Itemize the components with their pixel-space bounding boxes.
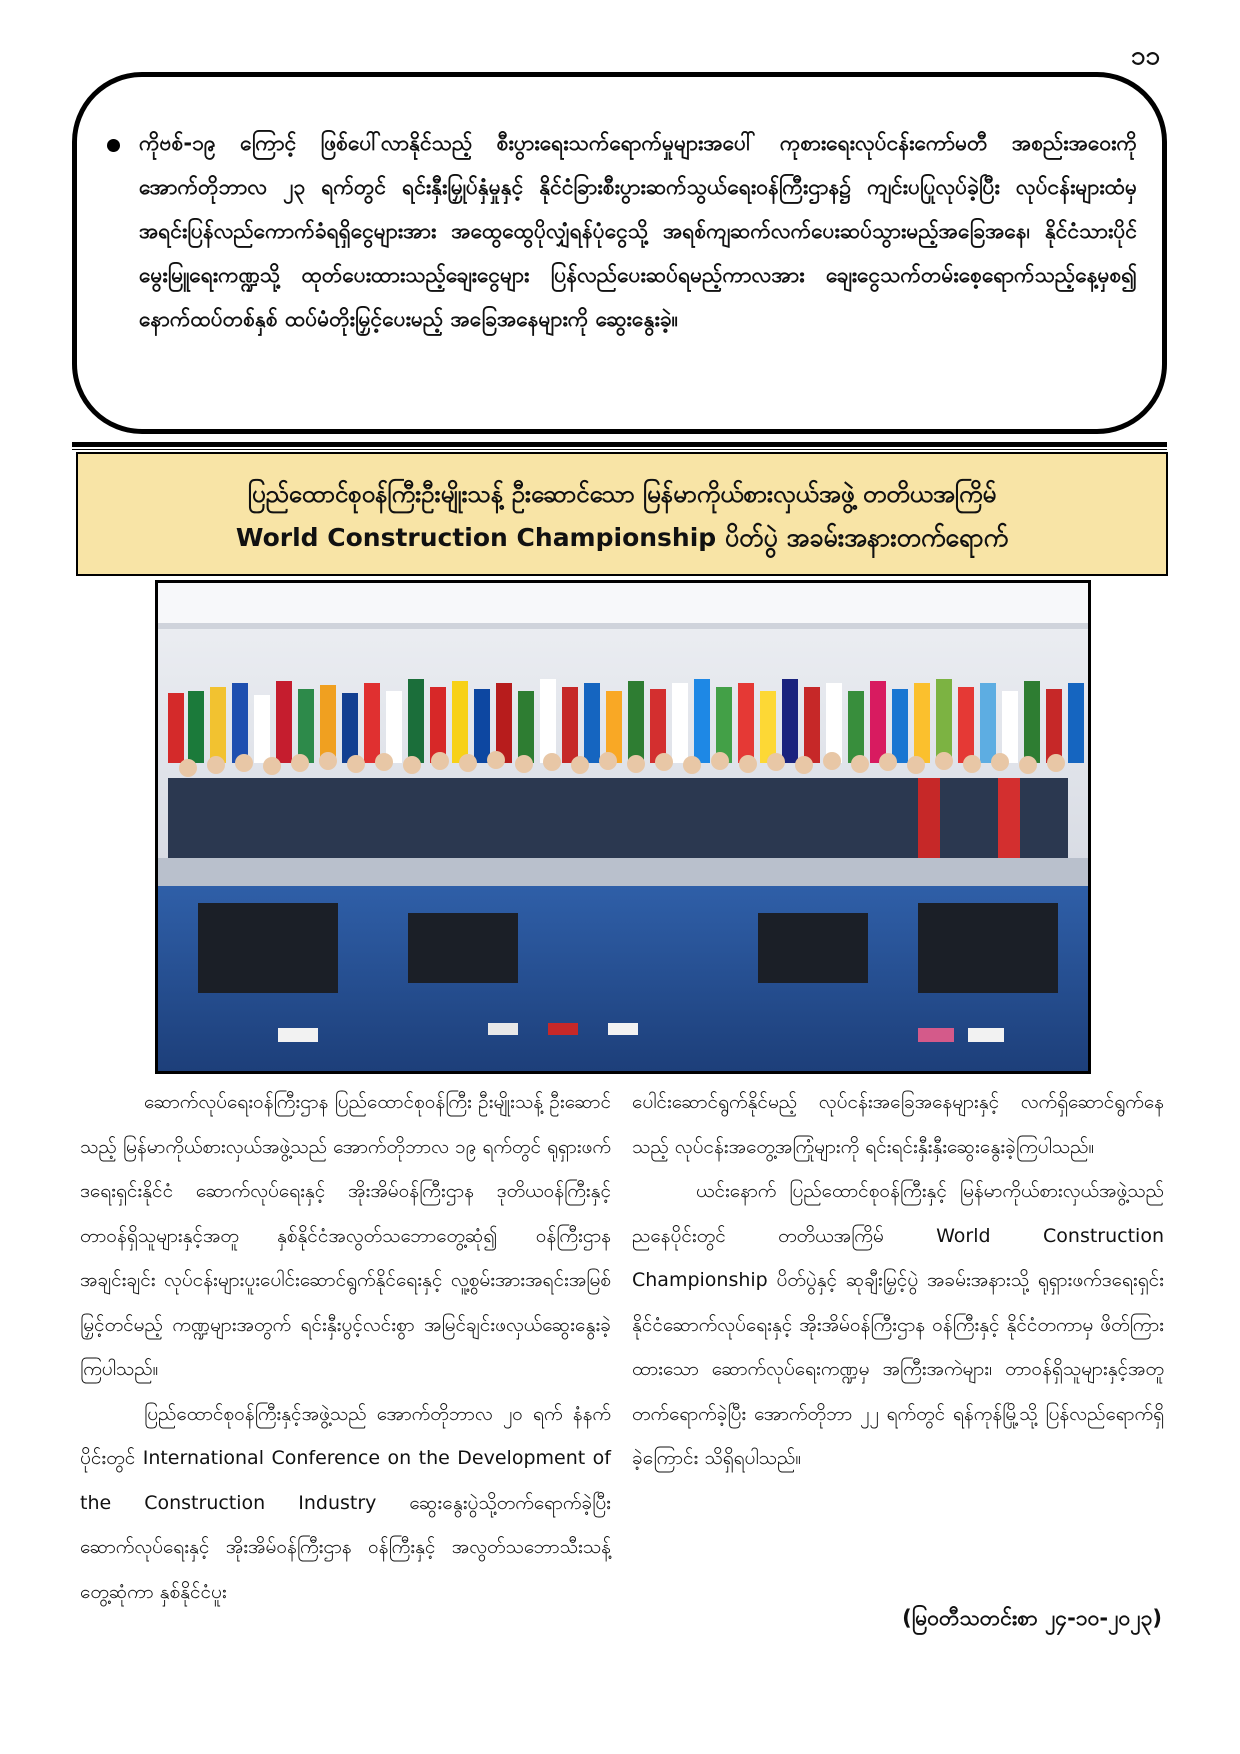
article-paragraph: ပေါင်းဆောင်ရွက်နိုင်မည့် လုပ်ငန်းအခြေအနေများနှင့် လက်ရှိဆောင်ရွက်နေသည့် လုပ်ငန်းအတွေ့အကြုံများကို ရင်းရင်းနှီးနှီးဆွေးနွေးခဲ့ကြပါသည်။ <box>632 1091 1164 1158</box>
section-divider <box>72 442 1167 447</box>
page-number: ၁၁ <box>1130 41 1160 71</box>
headline-line-2: World Construction Championship ပိတ်ပွဲ အခမ်းအနားတက်ရောက် <box>235 523 1009 552</box>
bullet-summary-text: ကိုဗစ်-၁၉ ကြောင့် ဖြစ်ပေါ်လာနိုင်သည့် စီးပွားရေးသက်ရောက်မှုများအပေါ် ကုစားရေးလုပ်ငန်းကော်မတီ အစည်းအဝေးကို အောက်တိုဘာလ ၂၃ ရက်တွင် ရင်းနှီးမြှုပ်နှံမှုနှင့် နိုင်ငံခြားစီးပွားဆက်သွယ်ရေးဝန်ကြီးဌာန၌ ကျင်းပပြုလုပ်ခဲ့ပြီး လုပ်ငန်းများထံမှ အရင်းပြန်လည်ကောက်ခံရရှိငွေများအား အထွေထွေပိုလျှံရန်ပုံငွေသို့ အရစ်ကျဆက်လက်ပေးဆပ်သွားမည့်အခြေအနေ၊ နိုင်ငံသားပိုင်မွေးမြူရေးကဏ္ဍသို့ ထုတ်ပေးထားသည့်ချေးငွေများ ပြန်လည်ပေးဆပ်ရမည့်ကာလအား ချေးငွေသက်တမ်းစေ့ရောက်သည့်နေ့မှစ၍ နောက်ထပ်တစ်နှစ် ထပ်မံတိုးမြှင့်ပေးမည့် အခြေအနေများကို ဆွေးနွေးခဲ့။ <box>139 131 1137 331</box>
bullet-point-icon <box>107 139 120 152</box>
headline-box <box>76 452 1168 576</box>
group-photo <box>155 580 1091 1074</box>
table-edge <box>158 858 1088 886</box>
section-divider-thin <box>72 449 1167 450</box>
article-right-column <box>632 1080 1164 1481</box>
article-paragraph: ပြည်ထောင်စုဝန်ကြီးနှင့်အဖွဲ့သည် အောက်တိုဘာလ ၂၀ ရက် နံနက်ပိုင်းတွင် International Conference on the Development of the Construction Industry ဆွေးနွေးပွဲသို့တက်ရောက်ခဲ့ပြီး ဆောက်လုပ်ရေးနှင့် အိုးအိမ်ဝန်ကြီးဌာန ဝန်ကြီးနှင့် အလွတ်သဘောသီးသန့်တွေ့ဆုံကာ နှစ်နိုင်ငံပူး <box>80 1402 611 1603</box>
ceiling-panels <box>158 583 1088 629</box>
article-paragraph: ဆောက်လုပ်ရေးဝန်ကြီးဌာန ပြည်ထောင်စုဝန်ကြီး ဦးမျိုးသန့် ဦးဆောင်သည့် မြန်မာကိုယ်စားလှယ်အဖွဲ့သည် အောက်တိုဘာလ ၁၉ ရက်တွင် ရုရှားဖက်ဒရေးရှင်းနိုင်ငံ ဆောက်လုပ်ရေးနှင့် အိုးအိမ်ဝန်ကြီးဌာန ဒုတိယဝန်ကြီးနှင့် တာဝန်ရှိသူများနှင့်အတူ နှစ်နိုင်ငံအလွတ်သဘောတွေ့ဆုံ၍ ဝန်ကြီးဌာနအချင်းချင်း လုပ်ငန်းများပူးပေါင်းဆောင်ရွက်နိုင်ရေးနှင့် လူ့စွမ်းအားအရင်းအမြစ်မြှင့်တင်မည့် ကဏ္ဍများအတွက် ရင်းနှီးပွင့်လင်းစွာ အမြင်ချင်းဖလှယ်ဆွေးနွေးခဲ့ကြပါသည်။ <box>80 1091 611 1380</box>
article-paragraph: ယင်းနောက် ပြည်ထောင်စုဝန်ကြီးနှင့် မြန်မာကိုယ်စားလှယ်အဖွဲ့သည် ညနေပိုင်းတွင် တတိယအကြိမ် World Construction Championship ပိတ်ပွဲနှင့် ဆုချီးမြှင့်ပွဲ အခမ်းအနားသို့ ရုရှားဖက်ဒရေးရှင်းနိုင်ငံဆောက်လုပ်ရေးနှင့် အိုးအိမ်ဝန်ကြီးဌာန ဝန်ကြီးနှင့် နိုင်ငံတကာမှ ဖိတ်ကြားထားသော ဆောက်လုပ်ရေးကဏ္ဍမှ အကြီးအကဲများ၊ တာဝန်ရှိသူများနှင့်အတူ တက်ရောက်ခဲ့ပြီး အောက်တိုဘာ ၂၂ ရက်တွင် ရန်ကုန်မြို့သို့ ပြန်လည်ရောက်ရှိခဲ့ကြောင်း သိရှိရပါသည်။ <box>632 1180 1164 1469</box>
headline-line-1: ပြည်ထောင်စုဝန်ကြီးဦးမျိုးသန့် ဦးဆောင်သော မြန်မာကိုယ်စားလှယ်အဖွဲ့ တတိယအကြိမ် <box>247 480 997 508</box>
article-left-column <box>80 1080 611 1614</box>
bullet-summary-box <box>72 72 1167 434</box>
source-citation: (မြဝတီသတင်းစာ ၂၄-၁၀-၂၀၂၃) <box>902 1606 1162 1630</box>
group-photo-illustration <box>158 583 1088 1071</box>
